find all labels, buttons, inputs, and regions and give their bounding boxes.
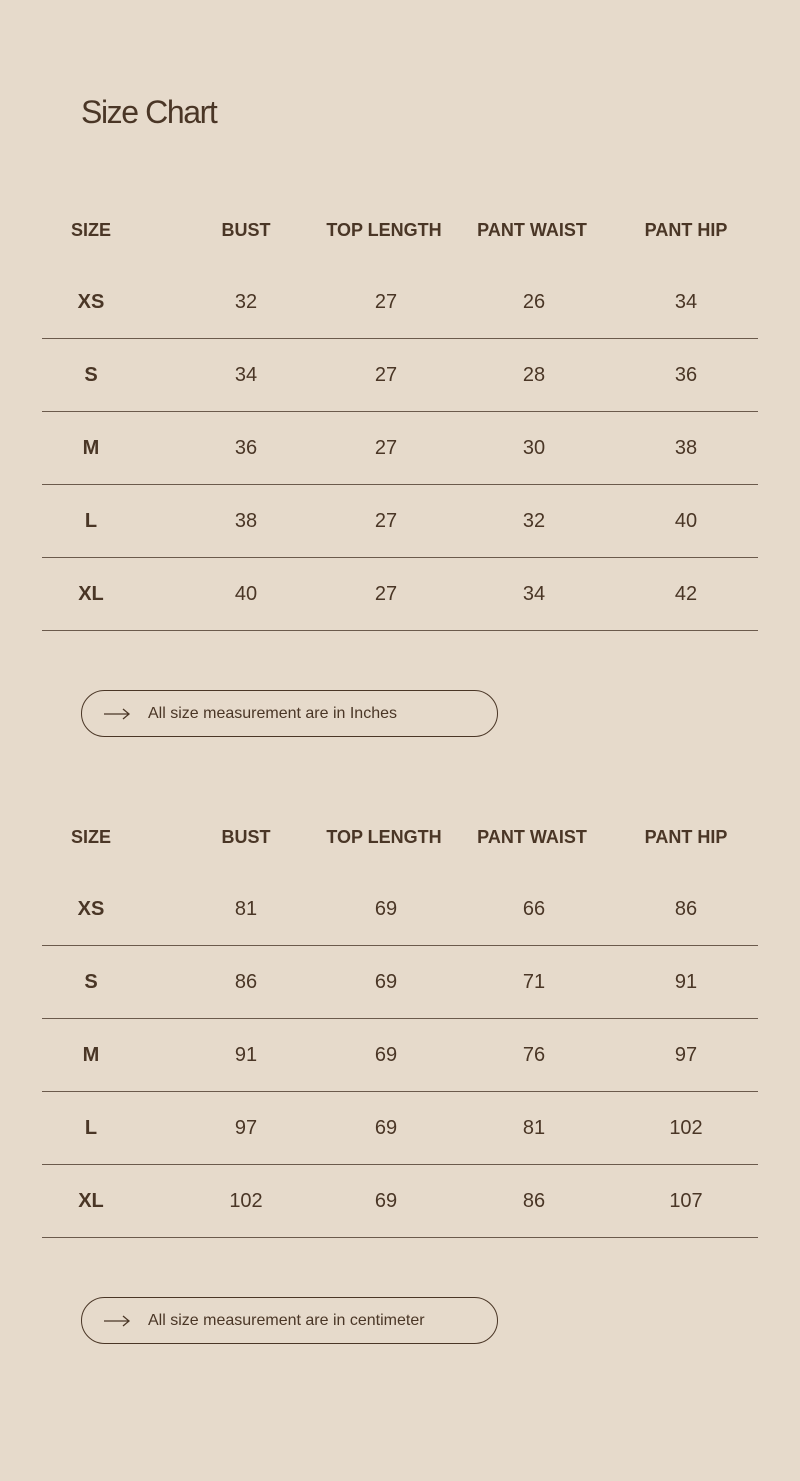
table-row [42,1165,758,1238]
size-table-centimeter [42,801,758,1238]
table-row [42,412,758,485]
pant-waist-value: 76 [522,1044,546,1066]
column-header-pant-hip: PANT HIP [644,827,728,847]
pant-hip-value: 38 [674,437,698,459]
pant-waist-value: 26 [522,291,546,313]
pant-waist-value: 66 [522,898,546,920]
pant-hip-value: 86 [674,898,698,920]
size-label: XS [77,291,105,313]
table-row [42,485,758,558]
pant-waist-value: 32 [522,510,546,532]
table-row [42,946,758,1019]
bust-value: 91 [234,1044,258,1066]
unit-note-text: All size measurement are in Inches [148,705,397,722]
column-header-bust: BUST [221,827,271,847]
table-row [42,873,758,946]
pant-waist-value: 86 [522,1190,546,1212]
pant-hip-value: 34 [674,291,698,313]
bust-value: 36 [234,437,258,459]
column-header-pant-waist: PANT WAIST [477,220,587,240]
table-row [42,1019,758,1092]
pant-hip-value: 91 [674,971,698,993]
size-table-inches [42,194,758,631]
bust-value: 40 [234,583,258,605]
size-label: M [82,437,100,459]
pant-waist-value: 71 [522,971,546,993]
size-label: L [84,1117,98,1139]
pant-hip-value: 40 [674,510,698,532]
unit-note-centimeter [81,1297,498,1344]
column-header-top-length: TOP LENGTH [326,220,442,240]
top-length-value: 69 [374,1117,398,1139]
top-length-value: 27 [374,437,398,459]
top-length-value: 69 [374,971,398,993]
pant-hip-value: 107 [669,1190,703,1212]
top-length-value: 69 [374,1044,398,1066]
top-length-value: 27 [374,583,398,605]
size-label: M [82,1044,100,1066]
bust-value: 102 [229,1190,263,1212]
unit-note-text: All size measurement are in centimeter [148,1312,425,1329]
bust-value: 38 [234,510,258,532]
column-header-top-length: TOP LENGTH [326,827,442,847]
page-title: Size Chart [81,94,217,130]
table-row [42,266,758,339]
column-header-size: SIZE [70,827,112,847]
top-length-value: 27 [374,364,398,386]
arrow-right-icon [103,706,131,722]
arrow-right-icon [103,1313,131,1329]
size-label: XL [78,583,104,605]
pant-waist-value: 81 [522,1117,546,1139]
column-header-bust: BUST [221,220,271,240]
bust-value: 32 [234,291,258,313]
top-length-value: 69 [374,898,398,920]
table-row [42,558,758,631]
table-header-row [42,801,758,873]
unit-note-inches [81,690,498,737]
top-length-value: 27 [374,510,398,532]
pant-waist-value: 30 [522,437,546,459]
bust-value: 97 [234,1117,258,1139]
bust-value: 86 [234,971,258,993]
pant-waist-value: 28 [522,364,546,386]
size-label: XS [77,898,105,920]
pant-hip-value: 36 [674,364,698,386]
size-label: XL [78,1190,104,1212]
table-header-row [42,194,758,266]
size-label: L [84,510,98,532]
table-row [42,1092,758,1165]
column-header-pant-hip: PANT HIP [644,220,728,240]
top-length-value: 27 [374,291,398,313]
table-row [42,339,758,412]
pant-waist-value: 34 [522,583,546,605]
column-header-size: SIZE [70,220,112,240]
top-length-value: 69 [374,1190,398,1212]
size-label: S [84,971,98,993]
bust-value: 34 [234,364,258,386]
pant-hip-value: 102 [669,1117,703,1139]
bust-value: 81 [234,898,258,920]
pant-hip-value: 42 [674,583,698,605]
column-header-pant-waist: PANT WAIST [477,827,587,847]
size-label: S [84,364,98,386]
pant-hip-value: 97 [674,1044,698,1066]
